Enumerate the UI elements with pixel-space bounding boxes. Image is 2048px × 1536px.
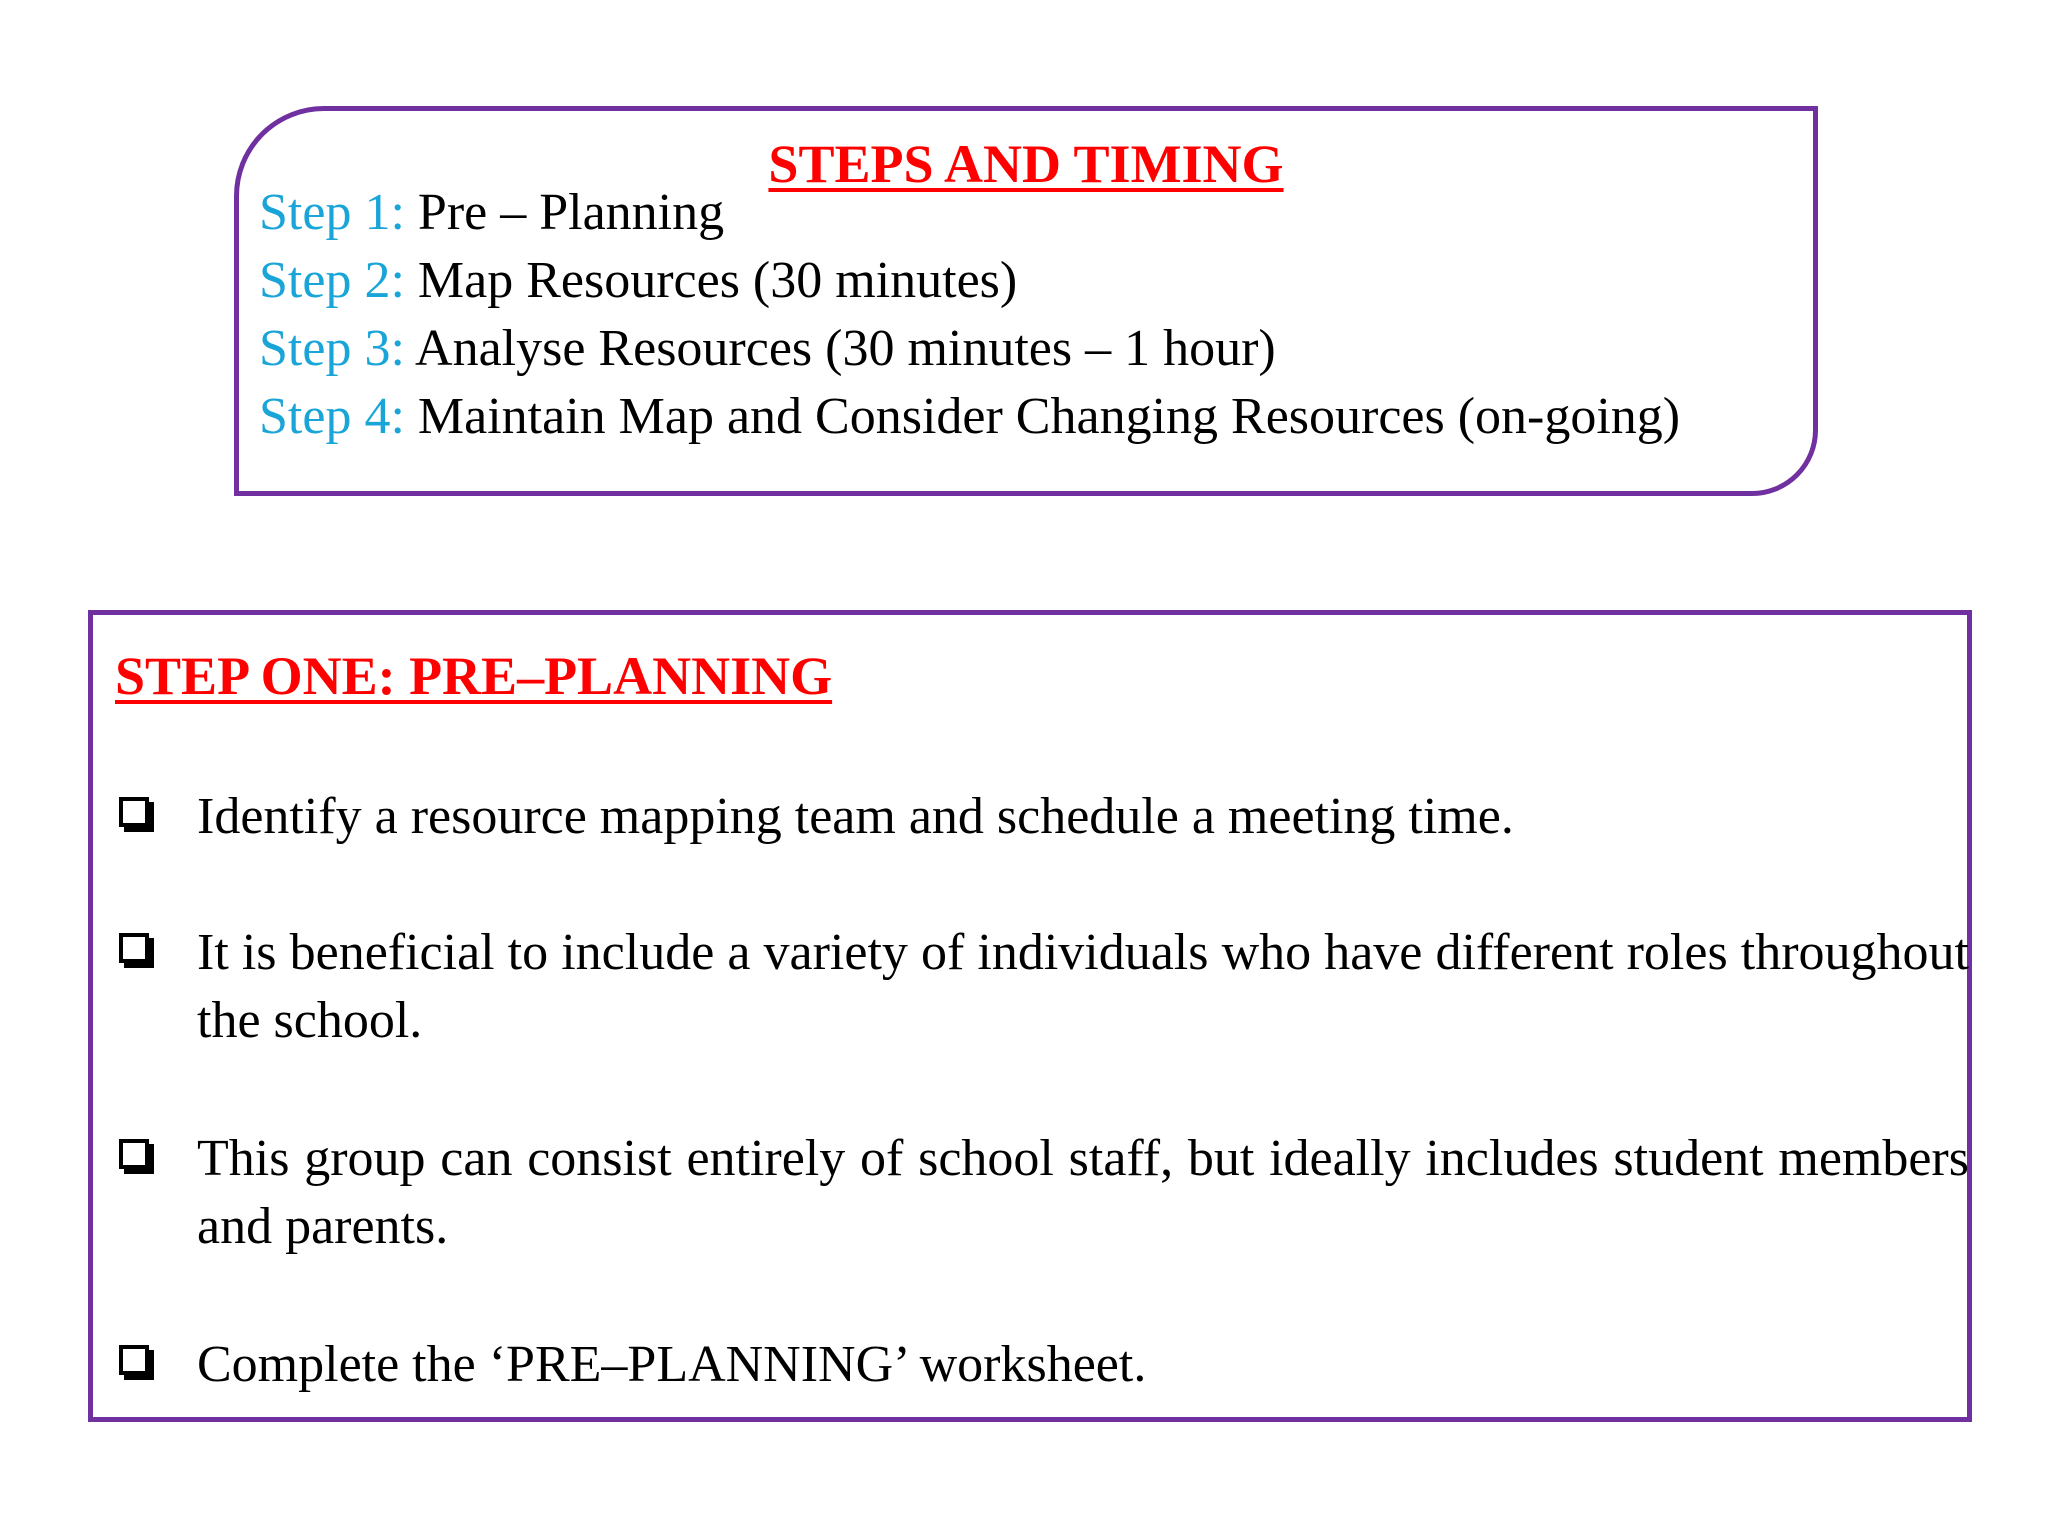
- bullet-text: Identify a resource mapping team and schedule a meeting time.: [197, 788, 1514, 845]
- step-label: Step 2:: [259, 252, 418, 309]
- checkbox-icon: [119, 797, 149, 827]
- step-text: Map Resources (30 minutes): [417, 252, 1018, 309]
- step-one-box: [88, 610, 1972, 1422]
- bullet-text: This group can consist entirely of school staff, but ideally includes student members and parents.: [197, 1130, 1969, 1255]
- step-label: Step 1:: [259, 184, 418, 241]
- step-item-1: [259, 183, 724, 243]
- checkbox-icon: [119, 933, 149, 963]
- step-item-3: [259, 319, 1276, 379]
- step-one-title: STEP ONE: PRE–PLANNING: [115, 646, 833, 706]
- step-text: Maintain Map and Consider Changing Resources (on-going): [417, 388, 1681, 445]
- checkbox-icon: [119, 1139, 149, 1169]
- steps-timing-box: [234, 106, 1818, 496]
- step-item-2: [259, 251, 1017, 311]
- step-item-4: [259, 387, 1680, 447]
- step-text: Pre – Planning: [417, 184, 725, 241]
- steps-timing-title: STEPS AND TIMING: [768, 134, 1284, 194]
- step-label: Step 3:: [259, 320, 416, 377]
- bullet-text: Complete the ‘PRE–PLANNING’ worksheet.: [197, 1336, 1147, 1393]
- step-text: Analyse Resources (30 minutes – 1 hour): [415, 320, 1276, 377]
- step-label: Step 4:: [259, 388, 418, 445]
- checkbox-icon: [119, 1345, 149, 1375]
- bullet-text: It is beneficial to include a variety of individuals who have different roles throughout the school.: [197, 924, 1969, 1049]
